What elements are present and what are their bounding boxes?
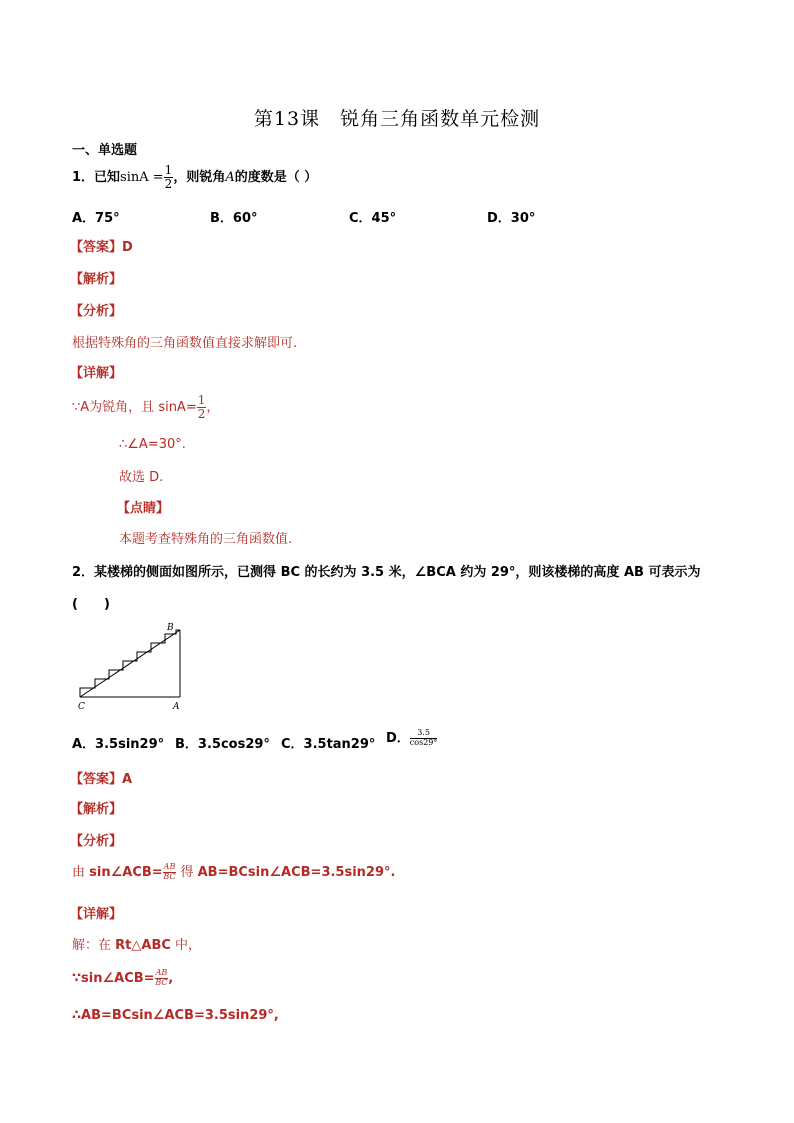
q2-detail-line1	[72, 934, 201, 953]
q2-detail-line2-den: BC	[155, 977, 168, 987]
q2-option-d-fraction	[410, 729, 438, 748]
q2-analysis-label: 【解析】	[70, 802, 123, 817]
q2-fenxi-label: 【分析】	[70, 834, 123, 849]
q2-detail-line2-num: AB	[155, 968, 168, 977]
q1-option-a: A．75°	[72, 211, 120, 226]
q1-var-a: A	[225, 170, 235, 186]
label-a: A	[173, 702, 180, 712]
q2-fenxi-sin: sin∠ACB=	[89, 865, 163, 880]
q2-detail-line2	[72, 969, 173, 988]
q2-answer-label: 【答案】	[70, 772, 123, 787]
q2-option-d-prefix: D．	[386, 731, 410, 746]
q2-fenxi-mid: 得	[180, 865, 194, 880]
q1-dianjing-text: 本题考查特殊角的三角函数值.	[119, 532, 293, 547]
q2-detail-line2-post: ,	[168, 970, 174, 986]
q1-frac-num: 1	[164, 163, 173, 177]
q2-fenxi-line	[72, 861, 395, 882]
q2-fenxi-fraction	[163, 863, 177, 882]
q2-detail-label: 【详解】	[70, 907, 123, 922]
q1-suffix2: 的度数是（ ）	[234, 170, 318, 186]
q1-option-c: C．45°	[349, 211, 397, 226]
q2-option-b: B．3.5cos29°	[175, 737, 270, 752]
q2-fenxi-num: AB	[163, 862, 176, 872]
q1-fenxi-text: 根据特殊角的三角函数值直接求解即可.	[72, 336, 298, 351]
page-title: 第13课 锐角三角函数单元检测	[253, 108, 541, 130]
q2-detail-line1-post: 中，	[175, 938, 202, 953]
q1-answer	[70, 236, 133, 255]
q2-detail-line1-mid: Rt△ABC	[115, 938, 171, 953]
question-1-stem	[72, 164, 317, 191]
q1-detail-sin: sinA=	[158, 400, 197, 416]
q1-sin-expr: sinA =	[120, 170, 164, 186]
q1-fenxi-label: 【分析】	[70, 304, 123, 319]
q1-answer-label: 【答案】	[70, 240, 123, 255]
q1-detail-line	[72, 394, 219, 421]
q1-analysis-label: 【解析】	[70, 272, 123, 287]
q1-fraction	[164, 164, 174, 191]
staircase-figure	[74, 620, 196, 712]
q1-answer-value: D	[122, 240, 133, 255]
label-c: C	[78, 702, 85, 712]
q1-prefix: 1．已知	[72, 170, 121, 186]
q2-fenxi-post: AB=BCsin∠ACB=3.5sin29°.	[197, 865, 396, 880]
q1-detail-num: 1	[197, 393, 206, 407]
q2-option-d-den: cos29°	[409, 738, 438, 747]
q1-dianjing-label: 【点睛】	[117, 501, 170, 516]
q2-detail-line1-pre: 解：在	[72, 938, 112, 953]
q2-detail-line2-fraction	[155, 969, 169, 988]
label-b: B	[167, 623, 174, 633]
q1-option-b: B．60°	[210, 211, 258, 226]
q2-answer-value: A	[122, 772, 133, 787]
q2-option-d	[386, 727, 437, 748]
q1-line-choose: 故选 D.	[119, 470, 164, 485]
q2-option-c: C．3.5tan29°	[281, 737, 376, 752]
q1-detail-label: 【详解】	[70, 366, 123, 381]
q1-suffix: ，则锐角	[173, 170, 226, 186]
q2-option-a: A．3.5sin29°	[72, 737, 165, 752]
q1-frac-den: 2	[164, 177, 173, 192]
q1-option-d: D．30°	[487, 211, 536, 226]
question-2-stem: 2．某楼梯的侧面如图所示，已测得 BC 的长约为 3.5 米，∠BCA 约为 29°，则该楼梯的高度 AB 可表示为	[72, 565, 701, 580]
q2-fenxi-pre: 由	[72, 865, 86, 880]
q1-detail-fraction	[197, 394, 207, 421]
q1-detail-post: ，	[206, 400, 220, 416]
q1-line-angle: ∴∠A=30°.	[119, 437, 186, 452]
q2-answer	[70, 768, 132, 787]
section-heading: 一、单选题	[72, 143, 138, 158]
q2-option-d-num: 3.5	[410, 729, 438, 739]
q2-detail-line3: ∴AB=BCsin∠ACB=3.5sin29°,	[72, 1008, 279, 1023]
q1-detail-den: 2	[197, 407, 206, 422]
question-2-stem-line2: ( )	[72, 597, 110, 612]
q2-detail-line2-text: ∵sin∠ACB=	[72, 970, 155, 986]
q1-detail-pre: ∵A为锐角，且	[72, 400, 155, 416]
q2-fenxi-den: BC	[163, 872, 176, 881]
